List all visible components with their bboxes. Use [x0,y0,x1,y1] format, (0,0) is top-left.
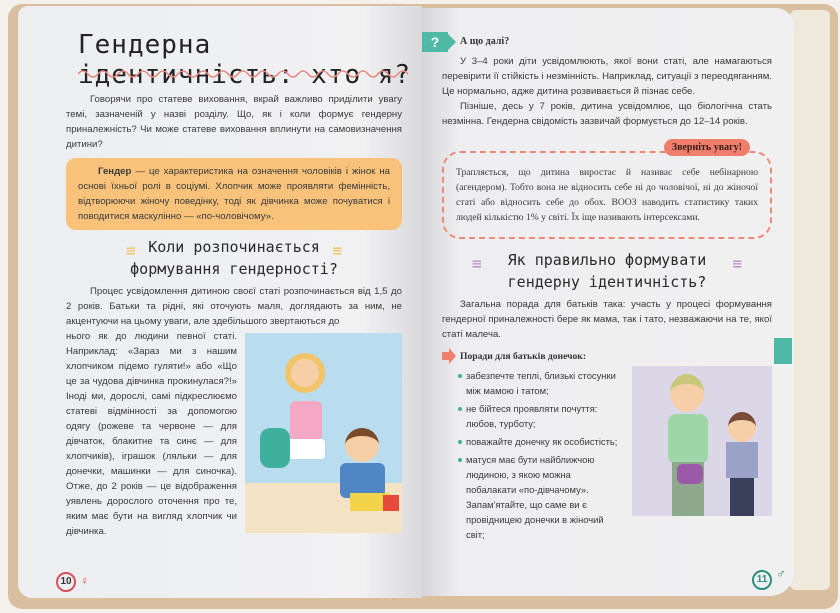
list-item: не бійтеся проявляти почуття: любов, турботу; [458,401,620,431]
mother-daughter-illustration [632,366,772,516]
section-heading [66,236,402,280]
male-symbol-icon: ♂ [776,566,786,581]
list-item: забезпечте теплі, близькі стосунки між мамою і татом; [458,368,620,398]
page-number: 10 [56,572,76,592]
body-paragraph: Загальна порада для батьків така: участь у процесі формування гендерної приналежності бере як мама, так і тато, незважаючи на те, якої статі малеча. [442,299,772,340]
children-illustration [245,333,402,533]
right-content [442,54,772,545]
body-paragraph: У 3–4 роки діти усвідомлюють, якої вони статі, але намагаються перевірити її стійкість і незмінність. Наприклад, ситуації з переодяганням. Це нормально, адже дитина розвивається й пізнає себе. [442,56,772,97]
page-edges [790,10,830,590]
body-paragraph: Пізніше, десь у 7 років, дитина усвідомлює, що біологічна стать незмінна. Гендерна свідомість зазвичай формується до 12–14 років. [442,101,772,127]
attention-label: Зверніть увагу! [664,139,750,156]
question-icon: ? [422,32,448,52]
column-row [66,329,402,539]
tips-title: Поради для батьків донечок: [460,350,587,362]
female-symbol-icon: ♀ [80,574,89,588]
body-paragraph-column: нього як до людини певної статі. Наприклад: «Зараз ми з нашим хлопчиком підемо гуляти!» або «Що це за чудова дівчинка прокинулася?!» Іноді ми, дорослі, самі підкреслюємо статеві відмінності за допомогою одягу (рожеве та червоне — для дівчаток, блакитне та синє — для хлопчиків), іграшок (ляльки — для донечки, машинки — для синочка). Отже, до 2 років — це відображення уявлень дорослого оточення про те, яким має бути на вигляд хлопчик чи дівчинка. [66,331,237,537]
body-paragraph: Процес усвідомлення дитиною своєї статі розпочинається від 1,5 до 2 років. Батьки та рідні, які оточують маля, доглядають за ним, не акцентуючи на цьому уваги, але здебільшого звертаються до [66,286,402,327]
sparkle-icon: ≡ [126,241,136,260]
tips-block [442,348,620,545]
list-item: матуся має бути найближчою людиною, з якою можна побалакати «по-дівчачому». Запам'ятайте, що саме ви є провідницею донечки в жіночий світ; [458,452,620,542]
heading-line: гендерну ідентичність? [507,273,707,291]
heading-line: Коли розпочинається [148,238,320,256]
definition-text: — це характеристика на означення чоловіків і жінок на основі їхньої ролі в соціумі. Хлопчик може проявляти фемінність, відтворюючи жіночу поведінку, тоді як дівчинка може почуватися і поводитися маскулінно — «по-чоловічому». [78,166,390,222]
page-title: Гендерна ідентичність: хто я? [78,30,412,90]
section-title: А що далі? [460,36,510,47]
arrow-icon [448,34,456,50]
sparkle-icon: ≡ [472,254,482,273]
heading-line: формування гендерності? [130,260,338,278]
definition-box [66,158,402,230]
attention-text: Трапляється, що дитина виростає й називає себе небінарною (агендером). Тобто вона не відносить себе ні до чоловічої, ні до жіночої статі або відносить себе до обох. ВООЗ наводить статистику таких людей кількістю 1% у світі. Їх іще називають інтерсексами. [456,167,758,223]
sparkle-icon: ≡ [732,254,742,273]
intro-paragraph: Говорячи про статеве виховання, вкрай важливо приділити увагу темі, зазначеній у назві розділу. Що, як і коли формує гендерну приналежність? Чи може статеве виховання вплинути на самовизначення дитини? [66,94,402,150]
page-number: 11 [752,570,772,590]
attention-box [442,142,772,239]
wavy-underline [78,68,408,80]
left-content [66,92,402,539]
tips-list [442,368,620,542]
arrow-right-icon [442,348,456,364]
tips-header [442,348,620,364]
sparkle-icon: ≡ [332,241,342,260]
left-page [18,6,422,598]
right-page [422,8,794,596]
tips-row [442,348,772,545]
list-item: поважайте донечку як особистість; [458,434,620,449]
bookmark-ribbon [774,338,792,364]
heading-line: Як правильно формувати [507,251,707,269]
section-heading [442,249,772,293]
definition-term: Гендер [98,166,132,177]
